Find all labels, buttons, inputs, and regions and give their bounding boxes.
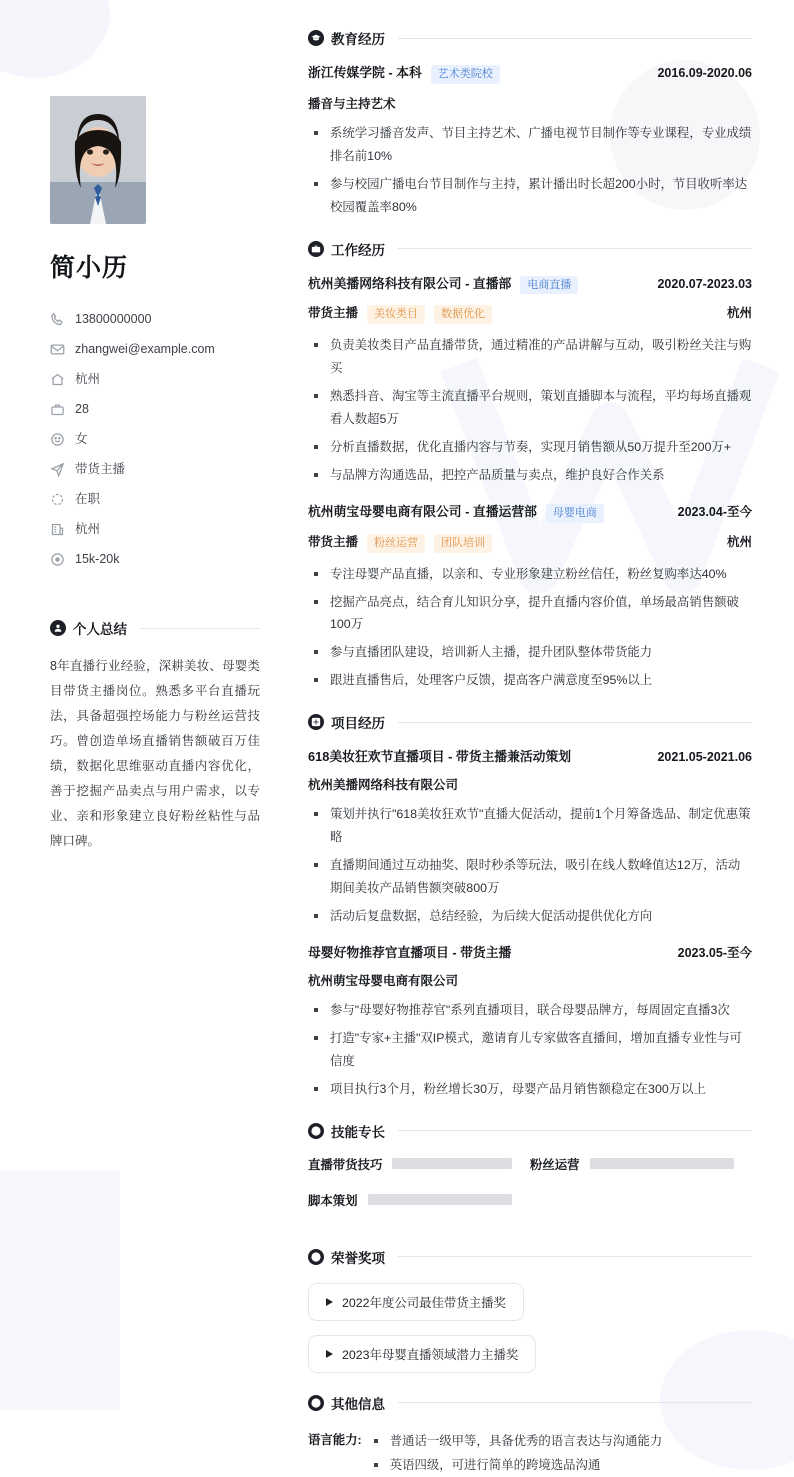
section-divider xyxy=(398,248,752,249)
contact-value: zhangwei@example.com xyxy=(75,341,215,356)
skills-heading xyxy=(308,1121,752,1141)
status-badge: 数据优化 xyxy=(434,305,492,324)
honor-label: 2023年母婴直播领域潜力主播奖 xyxy=(342,1347,519,1362)
job-location: 杭州 xyxy=(726,306,752,321)
section-title: 荣誉奖项 xyxy=(331,1250,385,1266)
entry-header xyxy=(308,501,752,523)
job-role: 带货主播 xyxy=(308,306,359,321)
skill-item xyxy=(308,1191,530,1209)
contact-item-email xyxy=(50,334,260,364)
skills-section xyxy=(308,1121,752,1227)
list-item: 跟进直播售后，处理客户反馈，提高客户满意度至95%以上 xyxy=(308,669,752,692)
section-divider xyxy=(398,1402,752,1403)
page-title: 简小历 xyxy=(50,254,129,282)
work-bullets xyxy=(308,563,752,693)
contact-value: 杭州 xyxy=(75,521,101,536)
job-location: 杭州 xyxy=(726,534,752,549)
entry-date: 2021.05-2021.06 xyxy=(657,750,752,765)
list-item: 负责美妆类目产品直播带货，通过精准的产品讲解与互动，吸引粉丝关注与购买 xyxy=(308,334,752,380)
honor-item[interactable] xyxy=(308,1283,524,1321)
list-item: 普通话一级甲等，具备优秀的语言表达与沟通能力 xyxy=(368,1429,663,1453)
skill-name: 直播带货技巧 xyxy=(308,1157,383,1172)
project-entry xyxy=(308,746,752,928)
status-badge: 母婴电商 xyxy=(546,504,604,523)
skill-name: 粉丝运营 xyxy=(530,1157,580,1172)
section-divider xyxy=(398,1256,752,1257)
contact-item-age xyxy=(50,394,260,424)
list-item: 系统学习播音发声、节目主持艺术、广播电视节目制作等专业课程，专业成绩排名前10% xyxy=(308,122,752,168)
send-icon xyxy=(50,462,65,477)
skill-progress-bar xyxy=(392,1158,512,1169)
company-name: 杭州美播网络科技有限公司 - 直播部 xyxy=(308,275,512,291)
honor-item[interactable] xyxy=(308,1335,536,1373)
city-icon xyxy=(50,522,65,537)
avatar xyxy=(50,96,146,224)
contact-value: 杭州 xyxy=(75,371,101,386)
list-item: 打造"专家+主播"双IP模式，邀请育儿专家做客直播间，增加直播专业性与可信度 xyxy=(308,1027,752,1073)
projects-heading xyxy=(308,712,752,732)
contact-item-city xyxy=(50,514,260,544)
contact-list xyxy=(50,304,260,574)
skill-icon xyxy=(308,1123,324,1139)
project-name: 母婴好物推荐官直播项目 - 带货主播 xyxy=(308,944,512,960)
list-item: 与品牌方沟通选品，把控产品质量与卖点，维护良好合作关系 xyxy=(308,464,752,487)
project-icon xyxy=(308,714,324,730)
summary-text: 8年直播行业经验，深耕美妆、母婴类目带货主播岗位。熟悉多平台直播玩法，具备超强控场能力与粉丝运营技巧。曾创造单场直播销售额破百万佳绩，数据化思维驱动直播内容优化，善于挖掘产品卖点与用户需求，以专业、亲和形象建立良好粉丝粘性与品牌口碑。 xyxy=(50,659,260,848)
entry-date: 2023.04-至今 xyxy=(677,504,752,519)
projects-section xyxy=(308,712,752,1100)
contact-item-gender xyxy=(50,424,260,454)
graduation-cap-icon xyxy=(308,30,324,46)
section-divider xyxy=(398,722,752,723)
section-divider xyxy=(140,628,260,629)
section-title: 个人总结 xyxy=(73,622,127,637)
section-title: 教育经历 xyxy=(331,32,385,47)
contact-value: 13800000000 xyxy=(75,311,152,326)
project-company: 杭州萌宝母婴电商有限公司 xyxy=(308,973,459,988)
status-badge: 艺术类院校 xyxy=(431,65,500,84)
contact-item-position xyxy=(50,454,260,484)
honors-heading xyxy=(308,1247,752,1267)
user-icon xyxy=(50,620,66,636)
contact-item-salary xyxy=(50,544,260,574)
contact-item-status xyxy=(50,484,260,514)
entry-date: 2016.09-2020.06 xyxy=(657,66,752,80)
project-bullets xyxy=(308,803,752,928)
contact-item-phone xyxy=(50,304,260,334)
list-item: 活动后复盘数据，总结经验，为后续大促活动提供优化方向 xyxy=(308,905,752,928)
list-item: 熟悉抖音、淘宝等主流直播平台规则，策划直播脚本与流程，平均每场直播观看人数超5万 xyxy=(308,385,752,431)
list-item: 挖掘产品亮点，结合育儿知识分享，提升直播内容价值，单场最高销售额破100万 xyxy=(308,591,752,637)
salary-icon xyxy=(50,552,65,567)
honors-list xyxy=(308,1283,752,1373)
entry-subheader xyxy=(308,303,752,324)
home-icon xyxy=(50,372,65,387)
work-bullets xyxy=(308,334,752,487)
list-item: 专注母婴产品直播，以亲和、专业形象建立粉丝信任，粉丝复购率达40% xyxy=(308,563,752,586)
work-section xyxy=(308,239,752,693)
list-item: 策划并执行"618美妆狂欢节"直播大促活动，提前1个月筹备选品、制定优惠策略 xyxy=(308,803,752,849)
section-divider xyxy=(398,38,752,39)
section-title: 工作经历 xyxy=(331,242,385,258)
language-ability xyxy=(308,1429,752,1477)
section-divider xyxy=(398,1130,752,1131)
section-title: 其他信息 xyxy=(331,1396,385,1412)
company-name: 杭州萌宝母婴电商有限公司 - 直播运营部 xyxy=(308,503,537,519)
list-item: 直播期间通过互动抽奖、限时秒杀等玩法，吸引在线人数峰值达12万，活动期间美妆产品销售额突破800万 xyxy=(308,854,752,900)
contact-value: 15k-20k xyxy=(75,551,120,566)
section-title: 项目经历 xyxy=(331,716,385,732)
honor-label: 2022年度公司最佳带货主播奖 xyxy=(342,1295,506,1310)
list-item: 英语四级，可进行简单的跨境选品沟通 xyxy=(368,1453,663,1477)
play-triangle-icon xyxy=(326,1350,333,1358)
play-triangle-icon xyxy=(326,1298,333,1306)
entry-date: 2023.05-至今 xyxy=(677,945,752,960)
school-name: 浙江传媒学院 - 本科 xyxy=(308,65,422,80)
entry-header xyxy=(308,62,752,84)
project-name: 618美妆狂欢节直播项目 - 带货主播兼活动策划 xyxy=(308,749,572,765)
other-info-heading xyxy=(308,1393,752,1413)
other-label: 语言能力: xyxy=(308,1432,362,1447)
skill-item xyxy=(308,1155,530,1173)
skill-name: 脚本策划 xyxy=(308,1193,358,1208)
job-role: 带货主播 xyxy=(308,534,359,549)
education-entry xyxy=(308,62,752,219)
work-icon xyxy=(308,241,324,257)
entry-header xyxy=(308,942,752,961)
contact-value: 带货主播 xyxy=(75,461,126,476)
phone-icon xyxy=(50,312,65,327)
briefcase-icon xyxy=(50,402,65,417)
education-bullets xyxy=(308,122,752,219)
status-badge: 粉丝运营 xyxy=(367,534,425,553)
list-item: 分析直播数据，优化直播内容与节奏，实现月销售额从50万提升至200万+ xyxy=(308,436,752,459)
skill-item xyxy=(530,1155,752,1173)
skill-progress-bar xyxy=(368,1194,512,1205)
list-item: 项目执行3个月，粉丝增长30万，母婴产品月销售额稳定在300万以上 xyxy=(308,1078,752,1101)
entry-header xyxy=(308,273,752,295)
major-name: 播音与主持艺术 xyxy=(308,96,396,111)
entry-date: 2020.07-2023.03 xyxy=(657,276,752,291)
project-entry xyxy=(308,942,752,1101)
award-icon xyxy=(308,1249,324,1265)
project-company: 杭州美播网络科技有限公司 xyxy=(308,778,459,793)
contact-value: 28 xyxy=(75,401,89,416)
other-info-section xyxy=(308,1393,752,1477)
contact-item-home xyxy=(50,364,260,394)
status-badge: 美妆类目 xyxy=(367,305,425,324)
summary-heading xyxy=(50,618,260,638)
work-heading xyxy=(308,239,752,259)
skill-list xyxy=(308,1155,752,1227)
entry-header xyxy=(308,746,752,765)
list-item: 参与校园广播电台节目制作与主持，累计播出时长超200小时，节目收听率达校园覆盖率80% xyxy=(308,173,752,219)
skill-progress-bar xyxy=(590,1158,734,1169)
other-list xyxy=(368,1429,663,1477)
sidebar xyxy=(0,0,300,1430)
education-section xyxy=(308,28,752,219)
status-icon xyxy=(50,492,65,507)
mail-icon xyxy=(50,342,65,357)
list-item: 参与"母婴好物推荐官"系列直播项目，联合母婴品牌方，每周固定直播3次 xyxy=(308,999,752,1022)
section-title: 技能专长 xyxy=(331,1124,385,1140)
status-badge: 电商直播 xyxy=(520,276,578,295)
list-item: 参与直播团队建设，培训新人主播，提升团队整体带货能力 xyxy=(308,641,752,664)
gender-icon xyxy=(50,432,65,447)
summary-section xyxy=(50,618,260,854)
info-icon xyxy=(308,1395,324,1411)
main-content xyxy=(300,0,794,1472)
work-entry xyxy=(308,273,752,487)
contact-value: 女 xyxy=(75,431,88,446)
project-bullets xyxy=(308,999,752,1101)
honors-section xyxy=(308,1247,752,1373)
status-badge: 团队培训 xyxy=(434,534,492,553)
education-heading xyxy=(308,28,752,48)
entry-subheader xyxy=(308,532,752,553)
contact-value: 在职 xyxy=(75,491,101,506)
work-entry xyxy=(308,501,752,692)
